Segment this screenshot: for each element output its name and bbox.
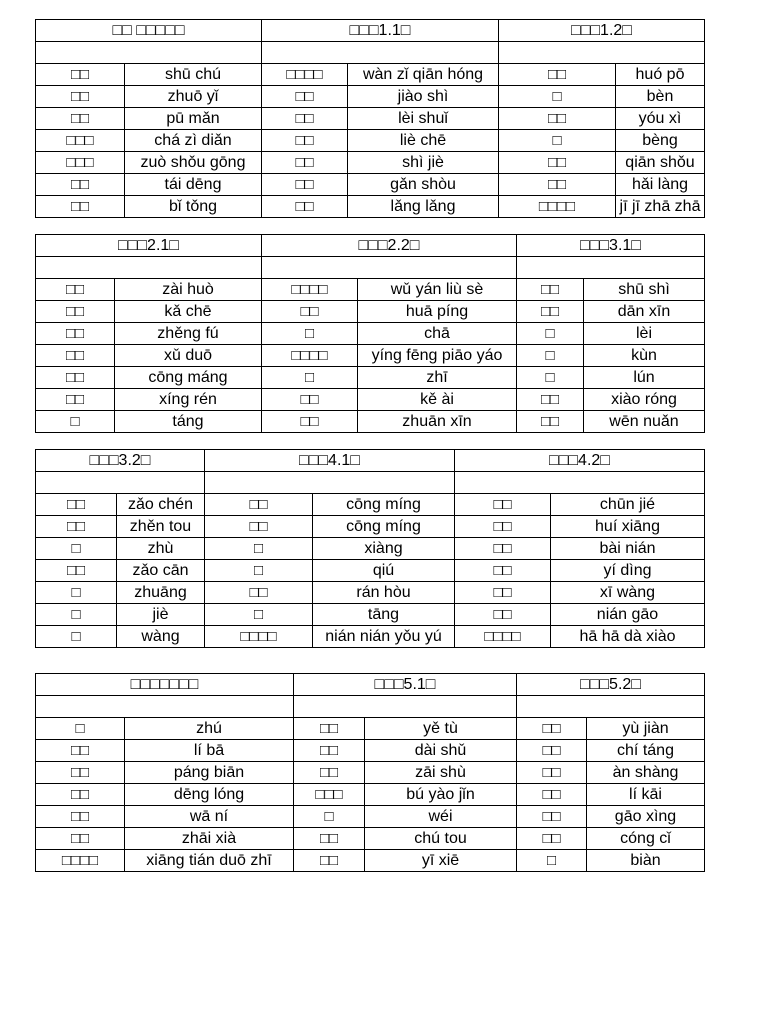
word-row bbox=[36, 626, 705, 648]
header-row bbox=[36, 20, 705, 42]
chinese-word-cell: □□ bbox=[36, 389, 115, 411]
vocab-table-3 bbox=[35, 449, 705, 648]
word-row bbox=[36, 130, 705, 152]
chinese-word-cell: □□ bbox=[455, 516, 551, 538]
pinyin-cell: chú tou bbox=[365, 828, 517, 850]
chinese-word-cell: □□ bbox=[455, 604, 551, 626]
pinyin-cell: zuò shǒu gōng bbox=[125, 152, 262, 174]
chinese-word-cell: □□ bbox=[36, 345, 115, 367]
pinyin-cell: yíng fēng piāo yáo bbox=[358, 345, 517, 367]
blank-cell bbox=[36, 42, 262, 64]
header-row bbox=[36, 450, 705, 472]
word-row bbox=[36, 279, 705, 301]
pinyin-cell: chā bbox=[358, 323, 517, 345]
pinyin-cell: yóu xì bbox=[616, 108, 705, 130]
chinese-word-cell: □□ bbox=[36, 301, 115, 323]
chinese-word-cell: □□ bbox=[36, 108, 125, 130]
blank-row bbox=[36, 42, 705, 64]
word-row bbox=[36, 389, 705, 411]
word-row bbox=[36, 850, 705, 872]
chinese-word-cell: □□ bbox=[36, 323, 115, 345]
chinese-word-cell: □ bbox=[262, 323, 358, 345]
chinese-word-cell: □□ bbox=[205, 516, 313, 538]
lesson-header: □□□3.1□ bbox=[517, 235, 705, 257]
blank-cell bbox=[517, 257, 705, 279]
lesson-header: □□□1.1□ bbox=[262, 20, 499, 42]
chinese-word-cell: □ bbox=[36, 604, 117, 626]
chinese-word-cell: □□ bbox=[36, 784, 125, 806]
chinese-word-cell: □□ bbox=[517, 411, 584, 433]
chinese-word-cell: □ bbox=[499, 130, 616, 152]
chinese-word-cell: □□ bbox=[517, 806, 587, 828]
pinyin-cell: wéi bbox=[365, 806, 517, 828]
word-row bbox=[36, 516, 705, 538]
chinese-word-cell: □□ bbox=[36, 64, 125, 86]
chinese-word-cell: □□ bbox=[262, 411, 358, 433]
chinese-word-cell: □□□ bbox=[36, 152, 125, 174]
word-row bbox=[36, 784, 705, 806]
chinese-word-cell: □ bbox=[36, 538, 117, 560]
pinyin-cell: cóng cǐ bbox=[587, 828, 705, 850]
chinese-word-cell: □□□□ bbox=[262, 345, 358, 367]
pinyin-cell: zhāi xià bbox=[125, 828, 294, 850]
pinyin-cell: lèi shuǐ bbox=[348, 108, 499, 130]
pinyin-cell: bài nián bbox=[551, 538, 705, 560]
pinyin-cell: zǎo chén bbox=[117, 494, 205, 516]
pinyin-cell: wàng bbox=[117, 626, 205, 648]
pinyin-cell: lí kāi bbox=[587, 784, 705, 806]
pinyin-cell: wǔ yán liù sè bbox=[358, 279, 517, 301]
chinese-word-cell: □□ bbox=[205, 582, 313, 604]
chinese-word-cell: □□□□ bbox=[205, 626, 313, 648]
pinyin-cell: hǎi làng bbox=[616, 174, 705, 196]
pinyin-cell: lǎng lǎng bbox=[348, 196, 499, 218]
word-row bbox=[36, 538, 705, 560]
word-row bbox=[36, 494, 705, 516]
chinese-word-cell: □□ bbox=[455, 494, 551, 516]
pinyin-cell: táng bbox=[115, 411, 262, 433]
pinyin-cell: hā hā dà xiào bbox=[551, 626, 705, 648]
word-row bbox=[36, 345, 705, 367]
chinese-word-cell: □□ bbox=[36, 806, 125, 828]
pinyin-cell: zhuō yǐ bbox=[125, 86, 262, 108]
header-row bbox=[36, 235, 705, 257]
chinese-word-cell: □□ bbox=[455, 538, 551, 560]
blank-cell bbox=[262, 257, 517, 279]
pinyin-cell: rán hòu bbox=[313, 582, 455, 604]
chinese-word-cell: □□ bbox=[36, 86, 125, 108]
chinese-word-cell: □ bbox=[517, 323, 584, 345]
pinyin-cell: zāi shù bbox=[365, 762, 517, 784]
chinese-word-cell: □□ bbox=[517, 279, 584, 301]
word-row bbox=[36, 367, 705, 389]
chinese-word-cell: □ bbox=[294, 806, 365, 828]
chinese-word-cell: □□ bbox=[262, 389, 358, 411]
blank-cell bbox=[294, 696, 517, 718]
pinyin-cell: bǐ tǒng bbox=[125, 196, 262, 218]
lesson-header: □□□4.1□ bbox=[205, 450, 455, 472]
chinese-word-cell: □□ bbox=[36, 367, 115, 389]
pinyin-cell: chí táng bbox=[587, 740, 705, 762]
pinyin-cell: kě ài bbox=[358, 389, 517, 411]
pinyin-cell: yù jiàn bbox=[587, 718, 705, 740]
pinyin-cell: jiào shì bbox=[348, 86, 499, 108]
word-row bbox=[36, 604, 705, 626]
lesson-header: □□□2.2□ bbox=[262, 235, 517, 257]
chinese-word-cell: □□ bbox=[262, 86, 348, 108]
chinese-word-cell: □□ bbox=[499, 108, 616, 130]
blank-cell bbox=[205, 472, 455, 494]
blank-row bbox=[36, 257, 705, 279]
lesson-header: □□□□□□□ bbox=[36, 674, 294, 696]
vocab-table-2 bbox=[35, 234, 705, 433]
pinyin-cell: huā píng bbox=[358, 301, 517, 323]
chinese-word-cell: □ bbox=[517, 345, 584, 367]
chinese-word-cell: □□ bbox=[36, 828, 125, 850]
chinese-word-cell: □□ bbox=[262, 130, 348, 152]
pinyin-cell: lèi bbox=[584, 323, 705, 345]
pinyin-cell: zhěng fú bbox=[115, 323, 262, 345]
pinyin-cell: nián nián yǒu yú bbox=[313, 626, 455, 648]
pinyin-cell: huó pō bbox=[616, 64, 705, 86]
pinyin-cell: xiào róng bbox=[584, 389, 705, 411]
word-row bbox=[36, 582, 705, 604]
chinese-word-cell: □ bbox=[499, 86, 616, 108]
pinyin-cell: kùn bbox=[584, 345, 705, 367]
chinese-word-cell: □□ bbox=[455, 582, 551, 604]
word-row bbox=[36, 86, 705, 108]
chinese-word-cell: □□□□ bbox=[262, 64, 348, 86]
pinyin-cell: zǎo cān bbox=[117, 560, 205, 582]
chinese-word-cell: □□ bbox=[455, 560, 551, 582]
chinese-word-cell: □□ bbox=[36, 560, 117, 582]
pinyin-cell: liè chē bbox=[348, 130, 499, 152]
chinese-word-cell: □□ bbox=[517, 740, 587, 762]
lesson-header: □□□5.2□ bbox=[517, 674, 705, 696]
pinyin-cell: cōng máng bbox=[115, 367, 262, 389]
pinyin-cell: yě tù bbox=[365, 718, 517, 740]
chinese-word-cell: □□ bbox=[262, 196, 348, 218]
pinyin-cell: àn shàng bbox=[587, 762, 705, 784]
chinese-word-cell: □□ bbox=[517, 762, 587, 784]
pinyin-cell: bèng bbox=[616, 130, 705, 152]
chinese-word-cell: □□ bbox=[517, 389, 584, 411]
vocab-table-4 bbox=[35, 673, 705, 872]
pinyin-cell: xiāng tián duō zhī bbox=[125, 850, 294, 872]
pinyin-cell: xiàng bbox=[313, 538, 455, 560]
pinyin-cell: xíng rén bbox=[115, 389, 262, 411]
word-row bbox=[36, 108, 705, 130]
pinyin-cell: páng biān bbox=[125, 762, 294, 784]
pinyin-cell: jiè bbox=[117, 604, 205, 626]
pinyin-cell: huí xiāng bbox=[551, 516, 705, 538]
blank-cell bbox=[36, 472, 205, 494]
pinyin-cell: kǎ chē bbox=[115, 301, 262, 323]
chinese-word-cell: □□□□ bbox=[499, 196, 616, 218]
pinyin-cell: lí bā bbox=[125, 740, 294, 762]
chinese-word-cell: □□□ bbox=[36, 130, 125, 152]
chinese-word-cell: □□ bbox=[294, 740, 365, 762]
pinyin-cell: yí dìng bbox=[551, 560, 705, 582]
word-row bbox=[36, 152, 705, 174]
pinyin-cell: nián gāo bbox=[551, 604, 705, 626]
blank-cell bbox=[499, 42, 705, 64]
pinyin-cell: cōng míng bbox=[313, 516, 455, 538]
pinyin-cell: xǔ duō bbox=[115, 345, 262, 367]
chinese-word-cell: □□ bbox=[36, 196, 125, 218]
chinese-word-cell: □□ bbox=[499, 64, 616, 86]
word-row bbox=[36, 718, 705, 740]
word-row bbox=[36, 196, 705, 218]
chinese-word-cell: □□ bbox=[517, 784, 587, 806]
pinyin-cell: zài huò bbox=[115, 279, 262, 301]
pinyin-cell: xī wàng bbox=[551, 582, 705, 604]
pinyin-cell: qiān shǒu bbox=[616, 152, 705, 174]
chinese-word-cell: □□ bbox=[517, 301, 584, 323]
chinese-word-cell: □□□□ bbox=[262, 279, 358, 301]
chinese-word-cell: □□ bbox=[517, 718, 587, 740]
pinyin-cell: chá zì diǎn bbox=[125, 130, 262, 152]
lesson-header: □□□1.2□ bbox=[499, 20, 705, 42]
blank-cell bbox=[517, 696, 705, 718]
pinyin-cell: zhuāng bbox=[117, 582, 205, 604]
pinyin-cell: zhěn tou bbox=[117, 516, 205, 538]
chinese-word-cell: □□ bbox=[262, 174, 348, 196]
chinese-word-cell: □ bbox=[36, 411, 115, 433]
chinese-word-cell: □□ bbox=[36, 762, 125, 784]
pinyin-cell: wēn nuǎn bbox=[584, 411, 705, 433]
word-row bbox=[36, 64, 705, 86]
pinyin-cell: wàn zǐ qiān hóng bbox=[348, 64, 499, 86]
chinese-word-cell: □□ bbox=[36, 494, 117, 516]
pinyin-cell: zhú bbox=[125, 718, 294, 740]
lesson-header: □□□2.1□ bbox=[36, 235, 262, 257]
chinese-word-cell: □□ bbox=[294, 828, 365, 850]
pinyin-cell: dān xīn bbox=[584, 301, 705, 323]
chinese-word-cell: □ bbox=[205, 560, 313, 582]
chinese-word-cell: □ bbox=[517, 367, 584, 389]
pinyin-cell: bèn bbox=[616, 86, 705, 108]
chinese-word-cell: □□ bbox=[262, 108, 348, 130]
chinese-word-cell: □ bbox=[205, 538, 313, 560]
pinyin-cell: dēng lóng bbox=[125, 784, 294, 806]
pinyin-cell: bú yào jǐn bbox=[365, 784, 517, 806]
chinese-word-cell: □□□□ bbox=[455, 626, 551, 648]
pinyin-cell: zhuān xīn bbox=[358, 411, 517, 433]
chinese-word-cell: □□ bbox=[36, 516, 117, 538]
pinyin-cell: lún bbox=[584, 367, 705, 389]
chinese-word-cell: □ bbox=[517, 850, 587, 872]
pinyin-cell: qiú bbox=[313, 560, 455, 582]
pinyin-cell: dài shǔ bbox=[365, 740, 517, 762]
lesson-header: □□□3.2□ bbox=[36, 450, 205, 472]
chinese-word-cell: □□ bbox=[205, 494, 313, 516]
chinese-word-cell: □□□ bbox=[294, 784, 365, 806]
chinese-word-cell: □ bbox=[36, 718, 125, 740]
word-row bbox=[36, 301, 705, 323]
word-row bbox=[36, 560, 705, 582]
chinese-word-cell: □□ bbox=[499, 174, 616, 196]
vocab-table-1 bbox=[35, 19, 705, 218]
word-row bbox=[36, 411, 705, 433]
chinese-word-cell: □□□□ bbox=[36, 850, 125, 872]
chinese-word-cell: □ bbox=[262, 367, 358, 389]
word-row bbox=[36, 762, 705, 784]
header-row bbox=[36, 674, 705, 696]
pinyin-cell: chūn jié bbox=[551, 494, 705, 516]
lesson-header: □□ □□□□□ bbox=[36, 20, 262, 42]
word-row bbox=[36, 323, 705, 345]
chinese-word-cell: □□ bbox=[517, 828, 587, 850]
pinyin-cell: biàn bbox=[587, 850, 705, 872]
blank-cell bbox=[36, 257, 262, 279]
chinese-word-cell: □□ bbox=[262, 152, 348, 174]
pinyin-cell: tāng bbox=[313, 604, 455, 626]
chinese-word-cell: □□ bbox=[294, 850, 365, 872]
pinyin-cell: gāo xìng bbox=[587, 806, 705, 828]
pinyin-cell: gǎn shòu bbox=[348, 174, 499, 196]
lesson-header: □□□4.2□ bbox=[455, 450, 705, 472]
word-row bbox=[36, 740, 705, 762]
word-row bbox=[36, 174, 705, 196]
blank-row bbox=[36, 696, 705, 718]
blank-row bbox=[36, 472, 705, 494]
chinese-word-cell: □□ bbox=[262, 301, 358, 323]
pinyin-cell: zhī bbox=[358, 367, 517, 389]
pinyin-cell: wā ní bbox=[125, 806, 294, 828]
pinyin-cell: pū mǎn bbox=[125, 108, 262, 130]
pinyin-cell: shì jiè bbox=[348, 152, 499, 174]
lesson-header: □□□5.1□ bbox=[294, 674, 517, 696]
word-row bbox=[36, 806, 705, 828]
chinese-word-cell: □□ bbox=[294, 718, 365, 740]
pinyin-cell: jī jī zhā zhā bbox=[616, 196, 705, 218]
chinese-word-cell: □□ bbox=[36, 740, 125, 762]
chinese-word-cell: □□ bbox=[36, 174, 125, 196]
pinyin-cell: yī xiē bbox=[365, 850, 517, 872]
word-row bbox=[36, 828, 705, 850]
chinese-word-cell: □ bbox=[36, 626, 117, 648]
pinyin-cell: shū chú bbox=[125, 64, 262, 86]
chinese-word-cell: □ bbox=[205, 604, 313, 626]
chinese-word-cell: □□ bbox=[294, 762, 365, 784]
blank-cell bbox=[262, 42, 499, 64]
pinyin-cell: cōng míng bbox=[313, 494, 455, 516]
chinese-word-cell: □□ bbox=[499, 152, 616, 174]
pinyin-cell: zhù bbox=[117, 538, 205, 560]
blank-cell bbox=[455, 472, 705, 494]
chinese-word-cell: □ bbox=[36, 582, 117, 604]
blank-cell bbox=[36, 696, 294, 718]
pinyin-cell: tái dēng bbox=[125, 174, 262, 196]
pinyin-cell: shū shì bbox=[584, 279, 705, 301]
chinese-word-cell: □□ bbox=[36, 279, 115, 301]
